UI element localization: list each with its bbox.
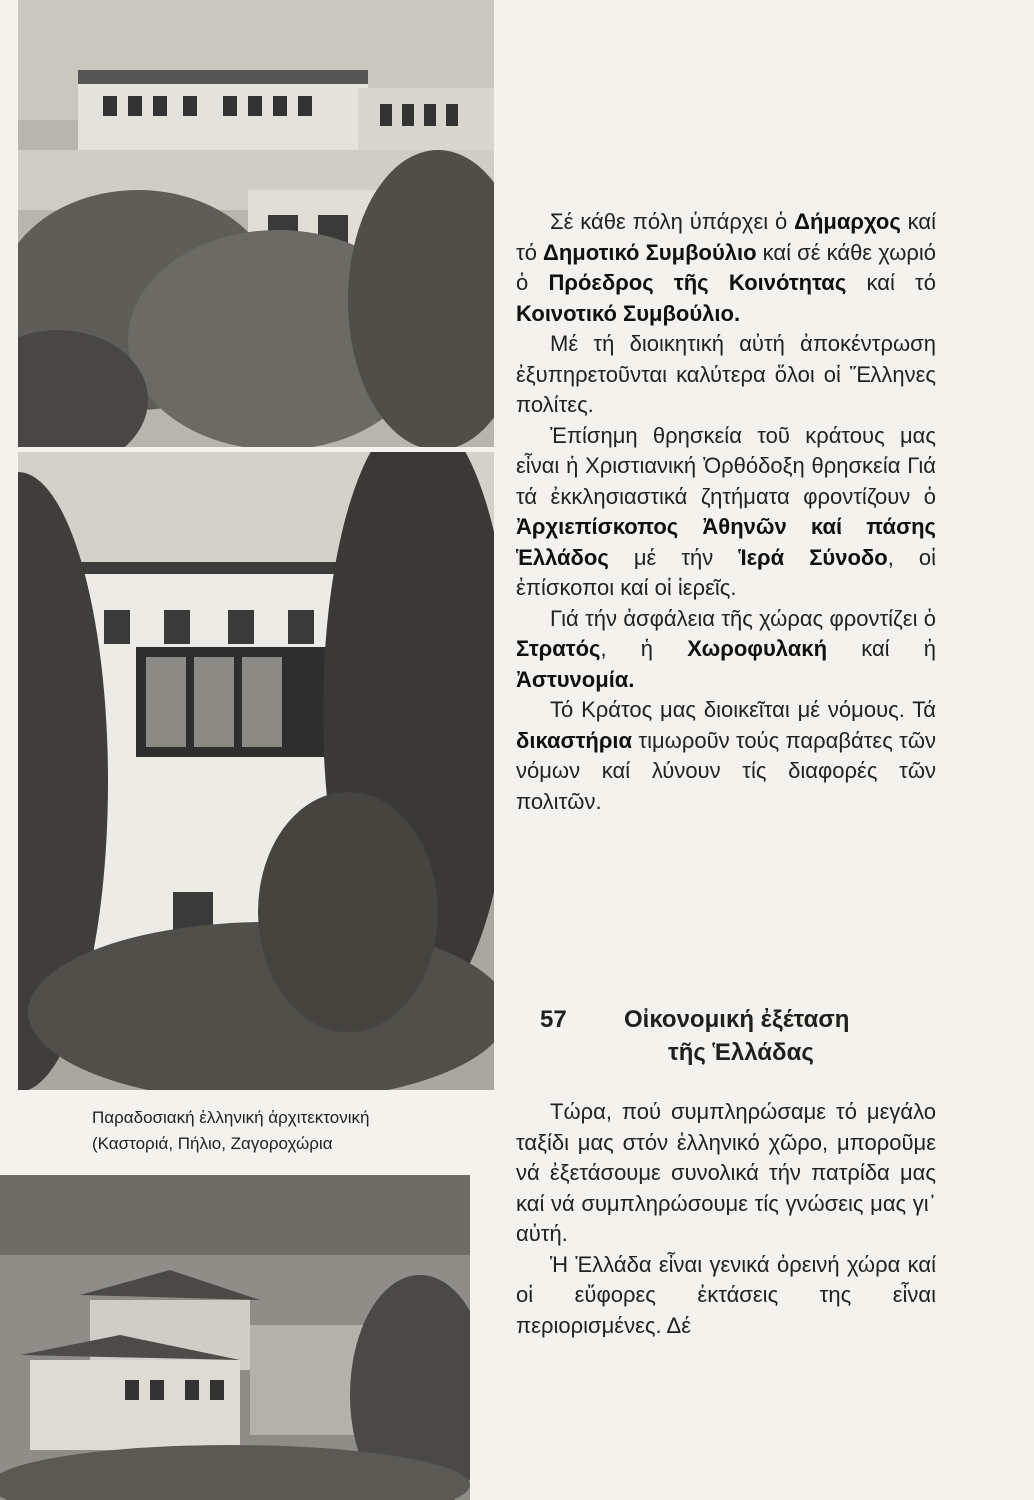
photo-caption <box>92 1105 512 1157</box>
paragraph-mayor-council <box>516 207 936 329</box>
photo-caption-line-2: (Καστοριά, Πήλιο, Ζαγοροχώρια <box>92 1134 333 1153</box>
text-run: καί σέ κάθε χωριό ὁ <box>516 239 937 295</box>
section-number: 57 <box>540 1006 567 1033</box>
text-run: Τώρα, πού συμπληρώσαμε τό μεγάλο ταξίδι μας στόν ἑλληνικό χῶρο, μποροῦμε νά ἐξετάσουμε συνολικά τήν πατρίδα μας καί νά συμπληρώσουμε τίς γνώσεις μας γι᾽ αὐτή. <box>516 1099 936 1246</box>
bold-term: Πρόεδρος τῆς Κοινότητας <box>548 270 847 295</box>
text-run: , ἡ <box>600 636 688 661</box>
bold-term: Στρατός <box>516 636 601 661</box>
bold-term: Δήμαρχος <box>794 209 901 234</box>
text-run: Σέ κάθε πόλη ὑπάρχει ὁ <box>550 209 795 234</box>
text-run: Γιά τήν ἀσφάλεια τῆς χώρας φροντίζει ὁ <box>550 605 936 631</box>
bold-term: δικαστήρια <box>516 727 633 753</box>
photo-traditional-house-balcony <box>18 452 494 1090</box>
bold-term: Χωροφυλακή <box>687 636 828 661</box>
bold-term: Ἀρχιεπίσκοπος Ἀθηνῶν καί πάσης Ἑλλάδος <box>516 514 936 570</box>
photo-caption-line-1: Παραδοσιακή ἑλληνική ἀρχιτεκτονική <box>92 1108 370 1127</box>
body-text-economy <box>516 1097 936 1341</box>
text-run: καί τό <box>846 270 936 295</box>
photo-traditional-houses-top <box>18 0 494 447</box>
bold-term: Δημοτικό Συμβούλιο <box>543 239 757 265</box>
section-title-line-2: τῆς Ἑλλάδας <box>668 1039 814 1066</box>
section-title-line-1: Οἰκονομική ἐξέταση <box>624 1006 850 1033</box>
paragraph-mountainous-country <box>516 1250 936 1342</box>
body-text-administration <box>516 207 936 817</box>
bold-term: Κοινοτικό Συμβούλιο. <box>516 300 741 326</box>
text-run: τιμωροῦν τούς παραβάτες τῶν νόμων καί λύνουν τίς διαφορές τῶν πολιτῶν. <box>516 727 936 814</box>
paragraph-laws-courts <box>516 695 936 817</box>
text-run: καί ἡ <box>827 636 936 661</box>
text-run: Ἐπίσημη θρησκεία τοῦ κράτους μας εἶναι ἡ Χριστιανική Ὀρθόδοξη θρησκεία Γιά τά ἐκκλησιαστικά ζητήματα φροντίζουν ὁ <box>516 422 936 509</box>
text-run: Ἡ Ἑλλάδα εἶναι γενικά ὀρεινή χώρα καί οἱ εὔφορες ἐκτάσεις της εἶναι περιορισμένες. Δέ <box>516 1251 936 1338</box>
paragraph-decentralization <box>516 329 936 421</box>
text-run: , οἱ ἐπίσκοποι καί οἱ ἱερεῖς. <box>516 544 936 600</box>
text-run: Τό Κράτος μας διοικεῖται μέ νόμους. Τά <box>550 697 936 722</box>
paragraph-security <box>516 604 936 696</box>
bold-term: Ἀστυνομία. <box>516 666 635 692</box>
text-run: Μέ τή διοικητική αὐτή ἀποκέντρωση ἐξυπηρετοῦνται καλύτερα ὅλοι οἱ Ἕλληνες πολίτες. <box>516 331 936 417</box>
paragraph-religion <box>516 421 936 604</box>
paragraph-journey-complete <box>516 1097 936 1250</box>
photo-stone-village <box>0 1175 470 1500</box>
text-run: μέ τήν <box>608 544 739 570</box>
text-run: καί τό <box>516 209 937 265</box>
bold-term: Ἱερά Σύνοδο <box>738 544 888 570</box>
